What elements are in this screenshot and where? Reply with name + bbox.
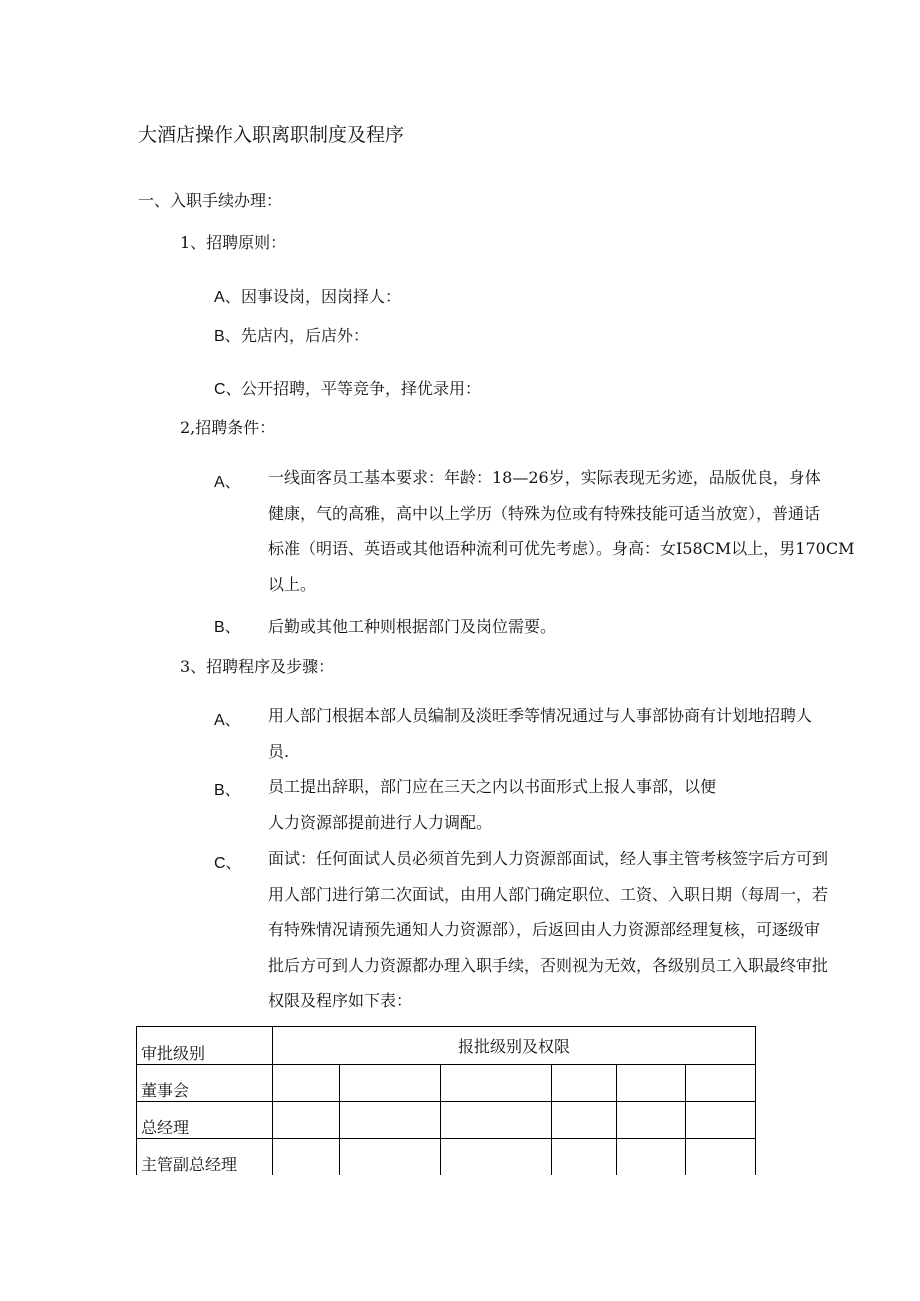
paragraph-line: 人力资源部提前进行人力调配。 — [268, 812, 493, 832]
item-marker: C、 — [214, 381, 242, 398]
table-row — [137, 1102, 756, 1139]
approval-table — [136, 1026, 756, 1175]
paragraph-line: 员. — [268, 741, 290, 761]
table-cell — [441, 1139, 552, 1176]
table-row — [137, 1065, 756, 1102]
paragraph-line: 以上。 — [268, 574, 317, 594]
table-cell — [441, 1065, 552, 1102]
subsection-heading-conditions: 2,招聘条件： — [180, 418, 276, 437]
item-marker: B、 — [214, 328, 241, 345]
item-text: 先店内，后店外： — [241, 326, 370, 345]
table-row — [137, 1139, 756, 1176]
paragraph-line: 一线面客员工基本要求：年龄：18—26岁，实际表现无劣迹，品版优良，身体 — [268, 468, 821, 487]
table-cell — [686, 1102, 756, 1139]
table-row-label: 主管副总经理 — [137, 1139, 273, 1176]
subsection-heading-procedure: 3、招聘程序及步骤： — [180, 657, 335, 676]
item-paragraph — [268, 769, 864, 840]
table-cell — [552, 1139, 617, 1176]
table-cell — [552, 1102, 617, 1139]
table-cell — [273, 1065, 340, 1102]
table-cell — [441, 1102, 552, 1139]
paragraph-line: 用人部门进行第二次面试，由用人部门确定职位、工资、入职日期（每周一，若 — [268, 884, 829, 904]
paragraph-line: 用人部门根据本部人员编制及淡旺季等情况通过与人事部协商有计划地招聘人 — [268, 706, 813, 725]
item-paragraph — [268, 460, 864, 602]
page-title: 大酒店操作入职离职制度及程序 — [138, 124, 405, 146]
table-header-row — [137, 1027, 756, 1065]
item-paragraph — [268, 698, 864, 769]
paragraph-line: 批后方可到人力资源都办理入职手续，否则视为无效，各级别员工入职最终审批 — [268, 955, 829, 975]
table-cell — [617, 1102, 686, 1139]
item-text: 公开招聘，平等竞争，择优录用： — [241, 379, 482, 398]
section-heading-onboarding: 一、入职手续办理： — [138, 191, 283, 210]
paragraph-line: 有特殊情况请预先通知人力资源部），后返回由人力资源部经理复核，可逐级审 — [268, 920, 821, 939]
table-cell — [617, 1065, 686, 1102]
table-cell — [617, 1139, 686, 1176]
table-row-label: 总经理 — [137, 1102, 273, 1139]
item-marker: C、 — [214, 855, 242, 872]
paragraph-line: 健康，气的高雅，高中以上学历（特殊为位或有特殊技能可适当放宽），普通话 — [268, 503, 821, 523]
item-marker: B、 — [214, 619, 241, 636]
item-marker: A、 — [214, 474, 241, 491]
table-cell — [340, 1065, 441, 1102]
paragraph-line: 员工提出辞职，部门应在三天之内以书面形式上报人事部，以便 — [268, 777, 717, 796]
subsection-heading-principles: 1、招聘原则： — [180, 233, 287, 252]
item-marker: A、 — [214, 712, 241, 729]
table-cell — [273, 1102, 340, 1139]
table-cell — [552, 1065, 617, 1102]
table-header-authority: 报批级别及权限 — [273, 1027, 756, 1065]
item-marker: B、 — [214, 782, 241, 799]
paragraph-line: 面试：任何面试人员必须首先到人力资源部面试，经人事主管考核签字后方可到 — [268, 849, 829, 868]
table-cell — [273, 1139, 340, 1176]
table-cell — [340, 1139, 441, 1176]
item-paragraph — [268, 841, 864, 1019]
table-row-label: 董事会 — [137, 1065, 273, 1102]
table-cell — [340, 1102, 441, 1139]
item-marker: A、 — [214, 289, 241, 306]
table-header-level: 审批级别 — [137, 1027, 273, 1065]
table-cell — [686, 1065, 756, 1102]
table-cell — [686, 1139, 756, 1176]
paragraph-line: 权限及程序如下表： — [268, 991, 413, 1010]
item-text: 因事设岗，因岗择人： — [241, 287, 402, 306]
item-text: 后勤或其他工种则根据部门及岗位需要。 — [268, 617, 557, 636]
paragraph-line: 标准（明语、英语或其他语种流利可优先考虑）。身高：女I58CM以上，男170CM — [268, 539, 855, 558]
